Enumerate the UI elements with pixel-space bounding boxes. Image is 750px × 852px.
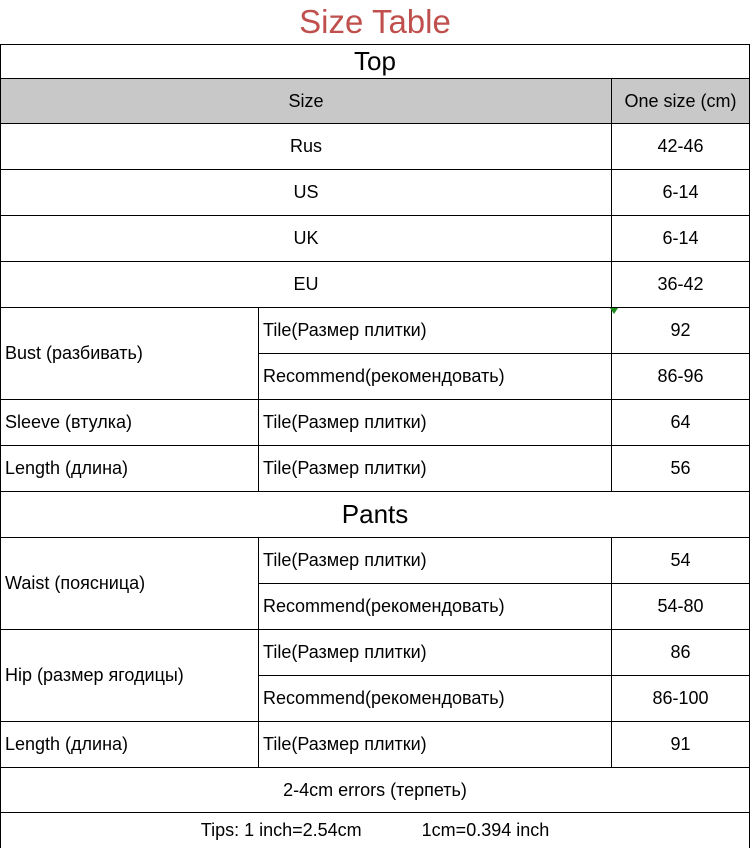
hip-tile-value: 86 (612, 630, 750, 676)
page-title (1, 0, 750, 45)
tip-cm: 1cm=0.394 inch (421, 820, 550, 840)
table-row (1, 446, 750, 492)
region-value: 36-42 (612, 262, 750, 308)
waist-tile-value: 54 (612, 538, 750, 584)
hip-recommend-value: 86-100 (612, 676, 750, 722)
header-size: Size (1, 79, 612, 124)
cell-corner-marker (610, 308, 618, 314)
sleeve-label: Sleeve (втулка) (1, 400, 259, 446)
waist-recommend-value: 54-80 (612, 584, 750, 630)
table-row (1, 124, 750, 170)
waist-label: Waist (поясница) (1, 538, 259, 630)
header-one-size: One size (cm) (612, 79, 750, 124)
bust-tile-value: 92 (612, 308, 750, 354)
hip-tile-label: Tile(Размер плитки) (259, 630, 612, 676)
table-row (1, 538, 750, 584)
section-top-row (1, 45, 750, 79)
region-value: 6-14 (612, 216, 750, 262)
pants-length-label: Length (длина) (1, 722, 259, 768)
pants-length-tile-value: 91 (612, 722, 750, 768)
pants-length-tile-label: Tile(Размер плитки) (259, 722, 612, 768)
region-label: Rus (1, 124, 612, 170)
section-pants-row (1, 492, 750, 538)
region-label: EU (1, 262, 612, 308)
hip-label: Hip (размер ягодицы) (1, 630, 259, 722)
table-row (1, 262, 750, 308)
waist-recommend-label: Recommend(рекомендовать) (259, 584, 612, 630)
sleeve-tile-value: 64 (612, 400, 750, 446)
errors-note: 2-4cm errors (терпеть) (1, 768, 750, 813)
table-row (1, 308, 750, 354)
tips-row (1, 813, 750, 849)
hip-recommend-label: Recommend(рекомендовать) (259, 676, 612, 722)
errors-row (1, 768, 750, 813)
region-value: 6-14 (612, 170, 750, 216)
bust-tile-label: Tile(Размер плитки) (259, 308, 612, 354)
bust-recommend-label: Recommend(рекомендовать) (259, 354, 612, 400)
waist-tile-label: Tile(Размер плитки) (259, 538, 612, 584)
region-label: US (1, 170, 612, 216)
table-row (1, 400, 750, 446)
tips-cell (1, 813, 750, 849)
title-row (1, 0, 750, 45)
top-length-label: Length (длина) (1, 446, 259, 492)
bust-recommend-value: 86-96 (612, 354, 750, 400)
table-row (1, 722, 750, 768)
bust-label: Bust (разбивать) (1, 308, 259, 400)
page-title-text: Size Table (299, 3, 451, 40)
region-label: UK (1, 216, 612, 262)
tip-inch: Tips: 1 inch=2.54cm (200, 820, 362, 840)
section-top-heading: Top (1, 45, 750, 79)
region-value: 42-46 (612, 124, 750, 170)
top-length-tile-label: Tile(Размер плитки) (259, 446, 612, 492)
sleeve-tile-label: Tile(Размер плитки) (259, 400, 612, 446)
header-row (1, 79, 750, 124)
table-row (1, 216, 750, 262)
top-length-tile-value: 56 (612, 446, 750, 492)
section-pants-heading: Pants (1, 492, 750, 538)
table-row (1, 630, 750, 676)
table-row (1, 170, 750, 216)
